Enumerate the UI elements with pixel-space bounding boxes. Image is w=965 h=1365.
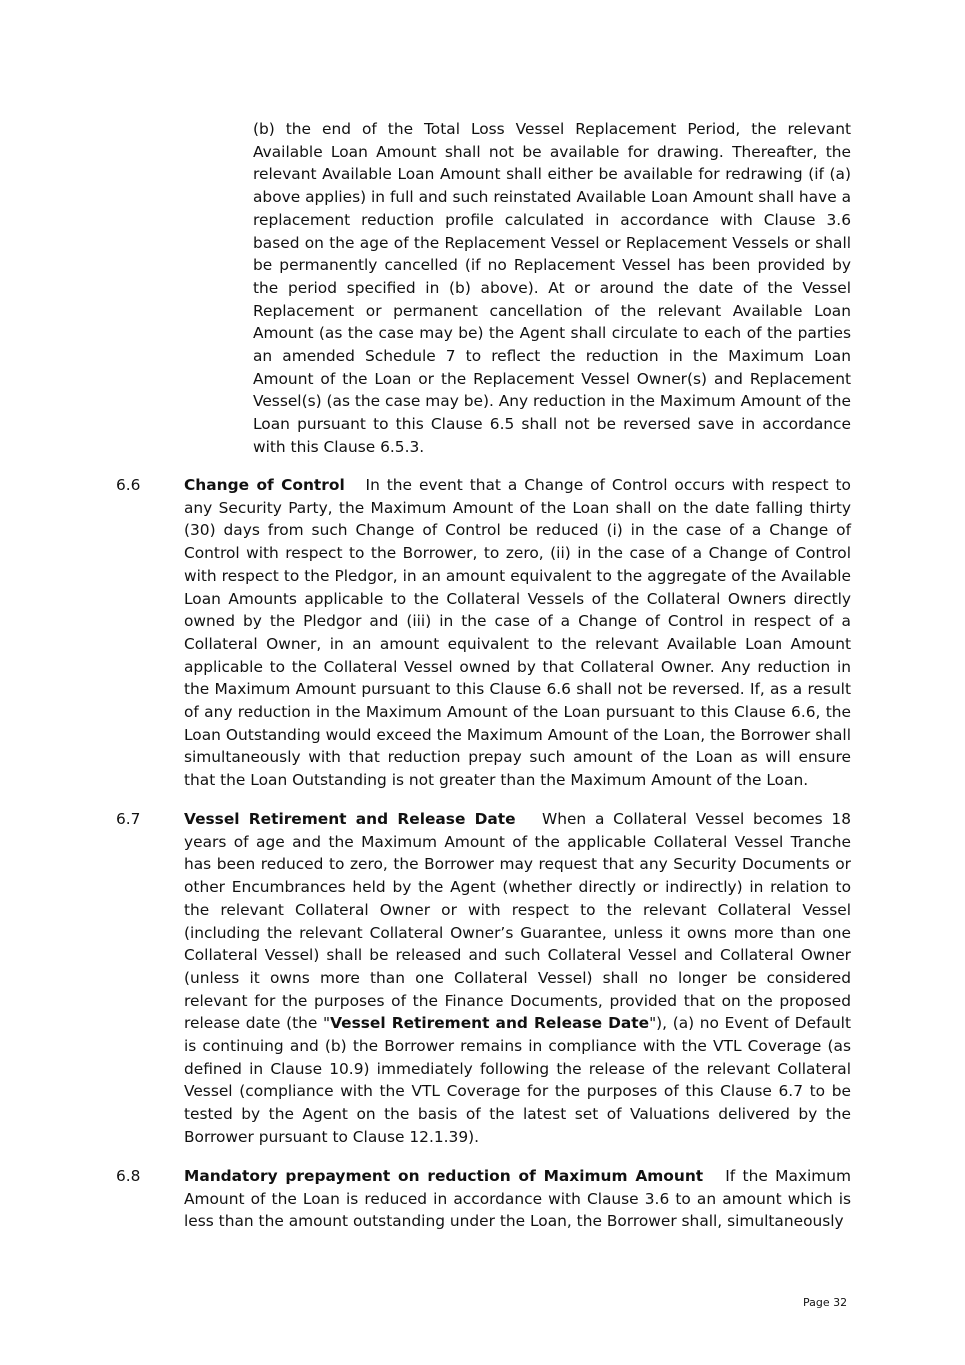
- clause-body-6-7-part1: When a Collateral Vessel becomes 18 years of age and the Maximum Amount of the applicable Collateral Vessel Tranche has been reduced to zero, the Borrower may request that any Security Documents or other Encumbrances held by the Agent (whether directly or indirectly) in relation to the relevant Collateral Owner or with respect to the relevant Collateral Vessel (including the relevant Collateral Owner’s Guarantee, unless it owns more than one Collateral Vessel) shall be released and such Collateral Vessel and Collateral Owner (unless it owns more than one Collateral Vessel) shall no longer be considered relevant for the purposes of the Finance Documents, provided that on the proposed release date (the ": [184, 810, 851, 1033]
- clause-6-7: [184, 808, 851, 1149]
- clause-body-6-6: In the event that a Change of Control occurs with respect to any Security Party, the Maximum Amount of the Loan shall on the date falling thirty (30) days from such Change of Control be reduced (i) in the case of a Change of Control with respect to the Borrower, to zero, (ii) in the case of a Change of Control with respect to the Pledgor, in an amount equivalent to the aggregate of the Available Loan Amounts applicable to the Collateral Vessels of the Collateral Owners directly owned by the Pledgor and (iii) in the case of a Change of Control in respect of a Collateral Owner, in an amount equivalent to the relevant Available Loan Amount applicable to the Collateral Vessel owned by that Collateral Owner. Any reduction in the Maximum Amount pursuant to this Clause 6.6 shall not be reversed. If, as a result of any reduction in the Maximum Amount of the Loan pursuant to this Clause 6.6, the Loan Outstanding would exceed the Maximum Amount of the Loan, the Borrower shall simultaneously with that reduction prepay such amount of the Loan as will ensure that the Loan Outstanding is not greater than the Maximum Amount of the Loan.: [184, 476, 851, 790]
- page-number: Page 32: [803, 1296, 848, 1309]
- clause-number-6-6: 6.6: [116, 476, 141, 494]
- clause-body-6-7-part2: "), (a) no Event of Default is continuing and (b) the Borrower remains in compliance with the VTL Coverage (as defined in Clause 10.9) immediately following the release of the relevant Collateral Vessel (compliance with the VTL Coverage for the purposes of this Clause 6.7 to be tested by the Agent on the basis of the latest set of Valuations delivered by the Borrower pursuant to Clause 12.1.39).: [184, 1014, 851, 1146]
- clause-number-6-7: 6.7: [116, 810, 141, 828]
- sub-paragraph-6-5-3-b: (b) the end of the Total Loss Vessel Replacement Period, the relevant Available Loan Amount shall not be available for drawing. Thereafter, the relevant Available Loan Amount shall either be available for redrawing (if (a) above applies) in full and such reinstated Available Loan Amount shall have a replacement reduction profile calculated in accordance with Clause 3.6 based on the age of the Replacement Vessel or Replacement Vessels or shall be permanently cancelled (if no Replacement Vessel has been provided by the period specified in (b) above). At or around the date of the Vessel Replacement or permanent cancellation of the relevant Available Loan Amount (as the case may be) the Agent shall circulate to each of the parties an amended Schedule 7 to reflect the reduction in the Maximum Loan Amount of the Loan or the Replacement Vessel Owner(s) and Replacement Vessel(s) (as the case may be). Any reduction in the Maximum Amount of the Loan pursuant to this Clause 6.5 shall not be reversed save in accordance with this Clause 6.5.3.: [253, 120, 851, 456]
- clause-body-6-8: If the Maximum Amount of the Loan is reduced in accordance with Clause 3.6 to an amount which is less than the amount outstanding under the Loan, the Borrower shall, simultaneously: [184, 1167, 851, 1231]
- clause-heading-6-8: Mandatory prepayment on reduction of Maximum Amount: [184, 1167, 704, 1185]
- clause-6-8: [184, 1165, 851, 1233]
- clause-6-6: [184, 474, 851, 792]
- clause-heading-6-7: Vessel Retirement and Release Date: [184, 810, 516, 828]
- defined-term: Vessel Retirement and Release Date: [330, 1014, 650, 1033]
- clause-number-6-8: 6.8: [116, 1167, 141, 1185]
- clause-heading-6-6: Change of Control: [184, 476, 345, 494]
